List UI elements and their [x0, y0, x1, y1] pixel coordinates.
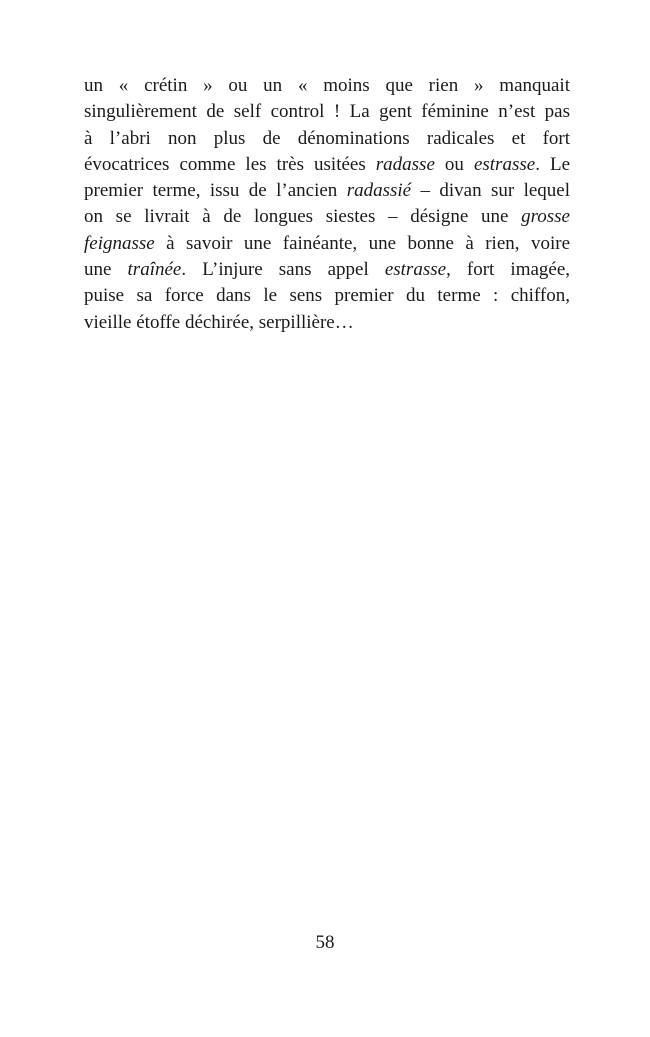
text-line [84, 231, 570, 257]
text-segment: premier terme, issu de l’ancien [84, 180, 347, 202]
text-segment: . Le [535, 153, 571, 175]
text-segment: évocatrices comme les très usitées [84, 153, 376, 175]
text-segment: une [84, 259, 128, 281]
text-segment: à savoir une fainéante, une bonne à rien, voire [154, 232, 570, 254]
text-segment: ou [434, 153, 474, 175]
body-paragraph [84, 73, 570, 336]
text-segment: on se livrait à de longues siestes – désigne une [84, 206, 522, 228]
text-line [84, 73, 570, 99]
text-line [84, 310, 570, 336]
text-line [84, 99, 570, 125]
text-line [84, 178, 570, 204]
text-line [84, 257, 570, 283]
italic-term: radasse [375, 153, 435, 175]
text-line [84, 126, 570, 152]
text-segment: , fort imagée, [446, 259, 571, 281]
text-line [84, 204, 570, 230]
text-segment: singulièrement de self control ! La gent féminine n’est pas [84, 101, 570, 123]
text-segment: à l’abri non plus de dénominations radicales et fort [84, 127, 570, 149]
page-number: 58 [315, 932, 335, 953]
text-segment: un « crétin » ou un « moins que rien » manquait [84, 75, 570, 96]
italic-term: estrasse [384, 259, 447, 281]
text-segment: – divan sur lequel [411, 180, 571, 202]
italic-term: feignasse [84, 232, 155, 254]
italic-term: grosse [521, 206, 570, 228]
text-line [84, 283, 570, 309]
text-segment: puise sa force dans le sens premier du terme : chiffon, [84, 285, 570, 307]
italic-term: estrasse [473, 153, 536, 175]
italic-term: radassié [346, 180, 412, 202]
text-segment: vieille étoffe déchirée, serpillière… [84, 311, 354, 333]
italic-term: traînée [127, 259, 182, 281]
text-line [84, 152, 570, 178]
text-segment: . L’injure sans appel [181, 259, 385, 281]
